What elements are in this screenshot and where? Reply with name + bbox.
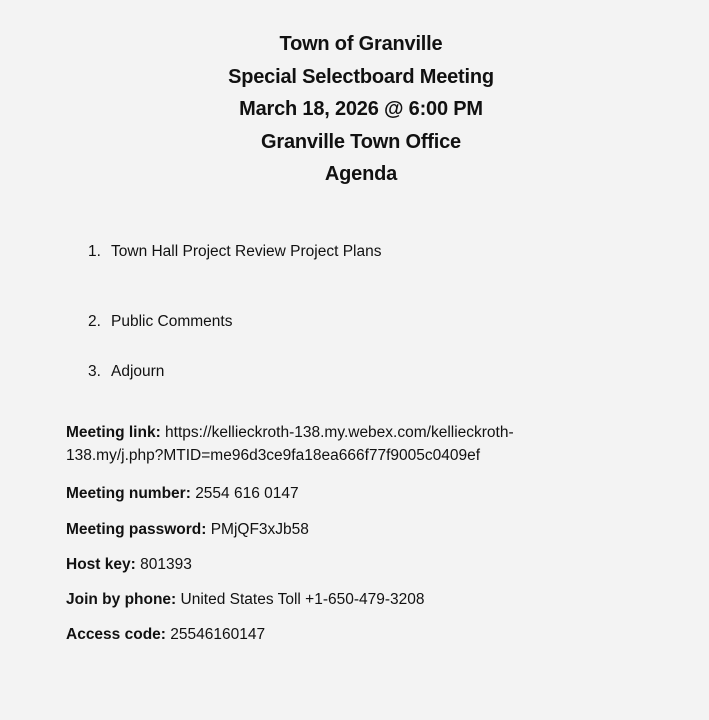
meeting-number-row [66,482,299,505]
agenda-item [88,243,382,261]
join-by-phone-row [66,588,425,611]
join-by-phone-value: United States Toll +1-650-479-3208 [180,591,425,608]
town-name: Town of Granville [279,33,443,55]
meeting-link-row [66,421,514,467]
agenda-item-text: Adjourn [111,363,165,380]
join-by-phone-label: Join by phone: [66,591,177,608]
meeting-link-label: Meeting link: [66,424,161,441]
agenda-item-number: 1. [88,243,101,260]
agenda-item [88,313,232,331]
meeting-password-row [66,518,309,541]
access-code-value: 25546160147 [170,626,266,643]
meeting-location: Granville Town Office [261,130,461,153]
meeting-link-line2[interactable]: 138.my/j.php?MTID=me96d3ce9fa18ea666f77f9005c0409ef [66,447,481,464]
document-header [0,28,709,191]
agenda-heading: Agenda [324,163,398,185]
agenda-item-text: Town Hall Project Review Project Plans [111,243,382,260]
access-code-row [66,623,265,646]
host-key-value: 801393 [140,556,192,573]
agenda-item-number: 3. [88,363,101,380]
meeting-number-value: 2554 616 0147 [195,485,299,502]
agenda-item-text: Public Comments [111,313,233,330]
host-key-row [66,553,192,576]
meeting-link-line1[interactable]: https://kellieckroth-138.my.webex.com/kellieckroth- [165,424,514,441]
meeting-password-value: PMjQF3xJb58 [210,521,309,538]
access-code-label: Access code: [66,626,166,643]
host-key-label: Host key: [66,556,136,573]
meeting-datetime: March 18, 2026 @ 6:00 PM [239,98,483,120]
agenda-item-number: 2. [88,313,101,330]
meeting-number-label: Meeting number: [66,485,191,502]
meeting-password-label: Meeting password: [66,521,207,538]
meeting-type: Special Selectboard Meeting [228,65,494,88]
agenda-item [88,363,164,381]
